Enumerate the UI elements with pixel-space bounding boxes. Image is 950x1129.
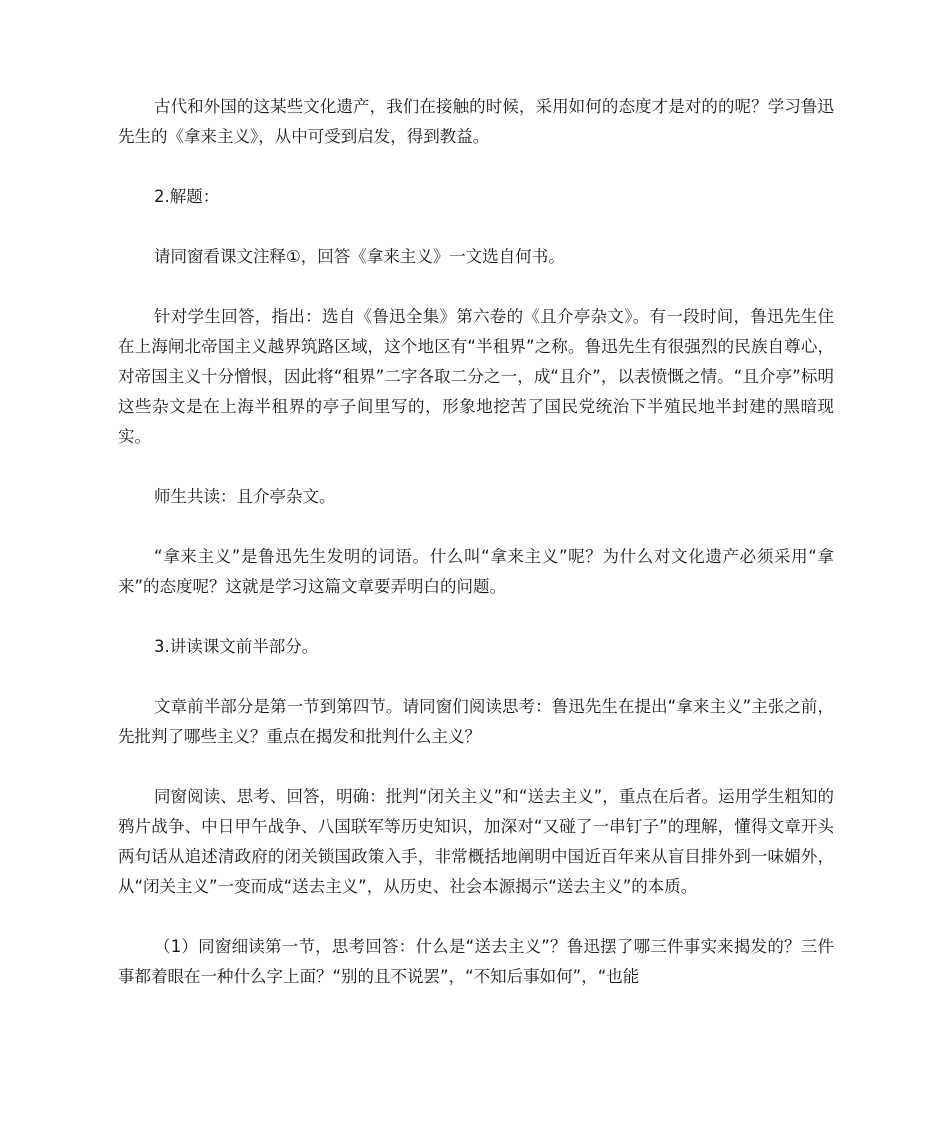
paragraph-section-one: （1）同窗细读第一节，思考回答：什么是“送去主义”？鲁迅摆了哪三件事实来揭发的？三件事都着眼在一种什么字上面？“别的且不说罢”，“不知后事如何”，“也能	[118, 937, 834, 986]
paragraph-first-half-question: 文章前半部分是第一节到第四节。请同窗们阅读思考：鲁迅先生在提出“拿来主义”主张之前，先批判了哪些主义？重点在揭发和批判什么主义？	[118, 697, 834, 746]
paragraph-source-explanation: 针对学生回答，指出：选自《鲁迅全集》第六卷的《且介亭杂文》。有一段时间，鲁迅先生住在上海闸北帝国主义越界筑路区域，这个地区有“半租界”之称。鲁迅先生有很强烈的民族自尊心，对帝国主义十分憎恨，因此将“租界”二字各取二分之一，成“且介”，以表愤慨之情。“且介亭”标明这些杂文是在上海半租界的亭子间里写的，形象地挖苦了国民党统治下半殖民地半封建的黑暗现实。	[118, 307, 834, 446]
document-page	[118, 92, 834, 992]
heading-first-half: 3.讲读课文前半部分。	[154, 637, 319, 656]
paragraph-question-source: 请同窗看课文注释①，回答《拿来主义》一文选自何书。	[154, 247, 565, 266]
paragraph-read-together: 师生共读：且介亭杂文。	[154, 487, 336, 506]
paragraph-intro: 古代和外国的这某些文化遗产，我们在接触的时候，采用如何的态度才是对的的呢？学习鲁迅先生的《拿来主义》，从中可受到启发，得到教益。	[118, 97, 834, 146]
paragraph-first-half-answer: 同窗阅读、思考、回答，明确：批判“闭关主义”和“送去主义”，重点在后者。运用学生粗知的鸦片战争、中日甲午战争、八国联军等历史知识，加深对“又碰了一串钉子”的理解，懂得文章开头两句话从追述清政府的闭关锁国政策入手，非常概括地阐明中国近百年来从盲目排外到一味媚外，从“闭关主义”一变而成“送去主义”，从历史、社会本源揭示“送去主义”的本质。	[118, 787, 834, 896]
paragraph-nalai-term: “拿来主义”是鲁迅先生发明的词语。什么叫“拿来主义”呢？为什么对文化遗产必须采用“拿来”的态度呢？这就是学习这篇文章要弄明白的问题。	[118, 547, 834, 596]
heading-jieti: 2.解题：	[154, 187, 220, 206]
